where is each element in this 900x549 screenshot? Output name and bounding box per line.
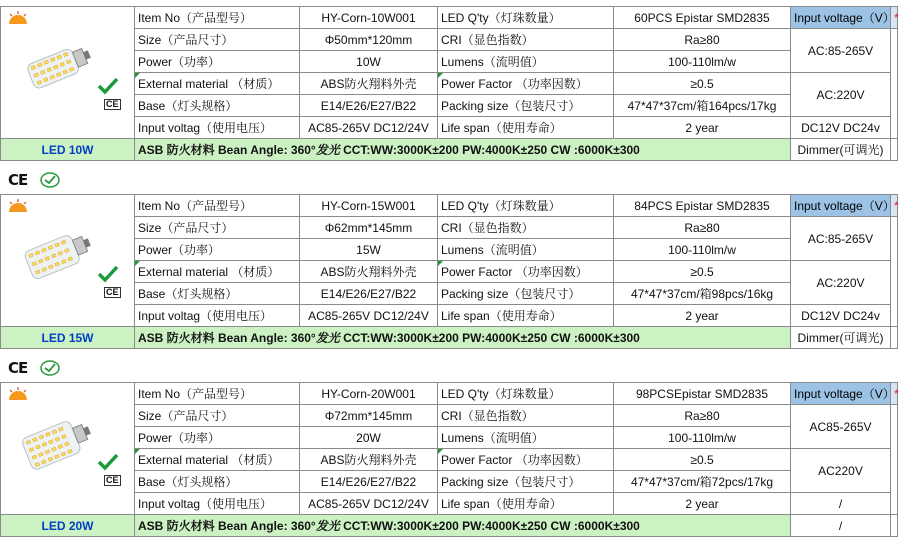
voltage-ac-220: AC220V	[791, 449, 891, 493]
label-led-qty: LED Q'ty（灯珠数量）	[438, 7, 614, 29]
marker-star: *	[891, 383, 898, 405]
value-power: 15W	[300, 239, 438, 261]
value-power-factor: ≥0.5	[614, 449, 791, 471]
label-external: External material （材质）	[135, 261, 300, 283]
value-power: 10W	[300, 51, 438, 73]
corn-bulb-image	[23, 225, 97, 285]
cert-row	[8, 358, 61, 378]
brand-sun-icon	[7, 386, 29, 402]
value-life: 2 year	[614, 117, 791, 139]
value-power-factor: ≥0.5	[614, 261, 791, 283]
product-label: LED 10W	[1, 139, 135, 161]
label-life: Life span（使用寿命）	[438, 493, 614, 515]
edge-gap	[891, 327, 898, 349]
label-base: Base（灯头规格）	[135, 283, 300, 305]
edge-gap	[891, 405, 898, 515]
label-led-qty: LED Q'ty（灯珠数量）	[438, 383, 614, 405]
label-cri: CRI（显色指数）	[438, 29, 614, 51]
edge-gap	[891, 515, 898, 537]
value-life: 2 year	[614, 305, 791, 327]
label-led-qty: LED Q'ty（灯珠数量）	[438, 195, 614, 217]
ce-mark: CE	[8, 171, 28, 189]
ce-mark-small: CE	[106, 287, 119, 297]
label-life: Life span（使用寿命）	[438, 117, 614, 139]
value-power-factor: ≥0.5	[614, 73, 791, 95]
label-base: Base（灯头规格）	[135, 95, 300, 117]
voltage-ac-range: AC:85-265V	[791, 29, 891, 73]
value-input-voltag: AC85-265V DC12/24V	[300, 305, 438, 327]
product-block-20w	[0, 382, 900, 537]
spec-table	[0, 6, 898, 161]
edge-gap	[891, 29, 898, 139]
desc-part-b: 发光	[315, 518, 340, 533]
label-packing: Packing size（包装尺寸）	[438, 95, 614, 117]
value-input-voltag: AC85-265V DC12/24V	[300, 117, 438, 139]
label-power: Power（功率）	[135, 427, 300, 449]
label-power: Power（功率）	[135, 51, 300, 73]
value-size: Φ72mm*145mm	[300, 405, 438, 427]
label-input-voltag: Input voltag（使用电压）	[135, 493, 300, 515]
voltage-ac-range: AC:85-265V	[791, 217, 891, 261]
value-item-no: HY-Corn-10W001	[300, 7, 438, 29]
input-voltage-header: Input voltage（V）	[791, 7, 891, 29]
ce-mark-small: CE	[106, 99, 119, 109]
label-lumens: Lumens（流明值）	[438, 239, 614, 261]
value-external: ABS防火翔料外壳	[300, 73, 438, 95]
desc-part-a: ASB 防火材料 Bean Angle: 360°	[138, 518, 316, 533]
label-packing: Packing size（包装尺寸）	[438, 471, 614, 493]
desc-part-c: CCT:WW:3000K±200 PW:4000K±250 CW :6000K±300	[339, 142, 640, 157]
voltage-ac-range: AC85-265V	[791, 405, 891, 449]
desc-part-b: 发光	[315, 330, 340, 345]
label-size: Size（产品尺寸）	[135, 29, 300, 51]
input-voltage-header: Input voltage（V）	[791, 195, 891, 217]
label-item-no: Item No（产品型号）	[135, 195, 300, 217]
desc-part-c: CCT:WW:3000K±200 PW:4000K±250 CW :6000K±300	[339, 518, 640, 533]
label-base: Base（灯头规格）	[135, 471, 300, 493]
marker-star: *	[891, 195, 898, 217]
spec-table	[0, 194, 898, 349]
label-power-factor: Power Factor （功率因数）	[438, 73, 614, 95]
dimmer-cell: Dimmer(可调光)	[791, 327, 891, 349]
desc-part-a: ASB 防火材料 Bean Angle: 360°	[138, 330, 316, 345]
value-led-qty: 60PCS Epistar SMD2835	[614, 7, 791, 29]
label-power-factor: Power Factor （功率因数）	[438, 261, 614, 283]
corn-bulb-image	[23, 37, 97, 97]
label-lumens: Lumens（流明值）	[438, 427, 614, 449]
check-circle-icon	[39, 171, 61, 189]
product-image-cell	[1, 383, 135, 515]
label-life: Life span（使用寿命）	[438, 305, 614, 327]
value-packing: 47*47*37cm/箱72pcs/17kg	[614, 471, 791, 493]
product-description	[135, 139, 791, 161]
value-cri: Ra≥80	[614, 29, 791, 51]
value-external: ABS防火翔料外壳	[300, 261, 438, 283]
value-size: Φ62mm*145mm	[300, 217, 438, 239]
ce-mark: CE	[8, 359, 28, 377]
value-lumens: 100-110lm/w	[614, 51, 791, 73]
label-external: External material （材质）	[135, 73, 300, 95]
value-lumens: 100-110lm/w	[614, 239, 791, 261]
label-packing: Packing size（包装尺寸）	[438, 283, 614, 305]
value-led-qty: 84PCS Epistar SMD2835	[614, 195, 791, 217]
brand-sun-icon	[7, 198, 29, 214]
check-circle-icon	[39, 359, 61, 377]
edge-gap	[891, 217, 898, 327]
label-cri: CRI（显色指数）	[438, 405, 614, 427]
desc-part-b: 发光	[315, 142, 340, 157]
label-input-voltag: Input voltag（使用电压）	[135, 117, 300, 139]
desc-part-a: ASB 防火材料 Bean Angle: 360°	[138, 142, 316, 157]
product-label: LED 15W	[1, 327, 135, 349]
spec-table	[0, 382, 898, 537]
value-item-no: HY-Corn-15W001	[300, 195, 438, 217]
product-label: LED 20W	[1, 515, 135, 537]
product-image-cell	[1, 7, 135, 139]
cert-row	[8, 170, 61, 190]
rohs-check-icon	[97, 453, 119, 471]
value-cri: Ra≥80	[614, 217, 791, 239]
label-power-factor: Power Factor （功率因数）	[438, 449, 614, 471]
value-item-no: HY-Corn-20W001	[300, 383, 438, 405]
value-base: E14/E26/E27/B22	[300, 95, 438, 117]
brand-sun-icon	[7, 10, 29, 26]
input-voltage-header: Input voltage（V）	[791, 383, 891, 405]
value-packing: 47*47*37cm/箱98pcs/16kg	[614, 283, 791, 305]
label-lumens: Lumens（流明值）	[438, 51, 614, 73]
value-base: E14/E26/E27/B22	[300, 471, 438, 493]
marker-star: *	[891, 7, 898, 29]
corn-bulb-image	[23, 413, 97, 473]
voltage-ac-220: AC:220V	[791, 261, 891, 305]
product-description	[135, 327, 791, 349]
value-packing: 47*47*37cm/箱164pcs/17kg	[614, 95, 791, 117]
label-item-no: Item No（产品型号）	[135, 383, 300, 405]
rohs-check-icon	[97, 77, 119, 95]
voltage-ac-220: AC:220V	[791, 73, 891, 117]
label-input-voltag: Input voltag（使用电压）	[135, 305, 300, 327]
voltage-dc: DC12V DC24v	[791, 117, 891, 139]
label-cri: CRI（显色指数）	[438, 217, 614, 239]
rohs-check-icon	[97, 265, 119, 283]
dimmer-cell: /	[791, 515, 891, 537]
value-lumens: 100-110lm/w	[614, 427, 791, 449]
value-base: E14/E26/E27/B22	[300, 283, 438, 305]
label-external: External material （材质）	[135, 449, 300, 471]
desc-part-c: CCT:WW:3000K±200 PW:4000K±250 CW :6000K±300	[339, 330, 640, 345]
voltage-dc: /	[791, 493, 891, 515]
dimmer-cell: Dimmer(可调光)	[791, 139, 891, 161]
value-external: ABS防火翔料外壳	[300, 449, 438, 471]
label-size: Size（产品尺寸）	[135, 405, 300, 427]
value-power: 20W	[300, 427, 438, 449]
product-block-15w	[0, 194, 900, 349]
value-life: 2 year	[614, 493, 791, 515]
product-block-10w	[0, 6, 900, 161]
value-size: Φ50mm*120mm	[300, 29, 438, 51]
product-image-cell	[1, 195, 135, 327]
ce-mark-small: CE	[106, 475, 119, 485]
product-description	[135, 515, 791, 537]
label-item-no: Item No（产品型号）	[135, 7, 300, 29]
value-cri: Ra≥80	[614, 405, 791, 427]
label-size: Size（产品尺寸）	[135, 217, 300, 239]
edge-gap	[891, 139, 898, 161]
label-power: Power（功率）	[135, 239, 300, 261]
voltage-dc: DC12V DC24v	[791, 305, 891, 327]
value-input-voltag: AC85-265V DC12/24V	[300, 493, 438, 515]
value-led-qty: 98PCSEpistar SMD2835	[614, 383, 791, 405]
